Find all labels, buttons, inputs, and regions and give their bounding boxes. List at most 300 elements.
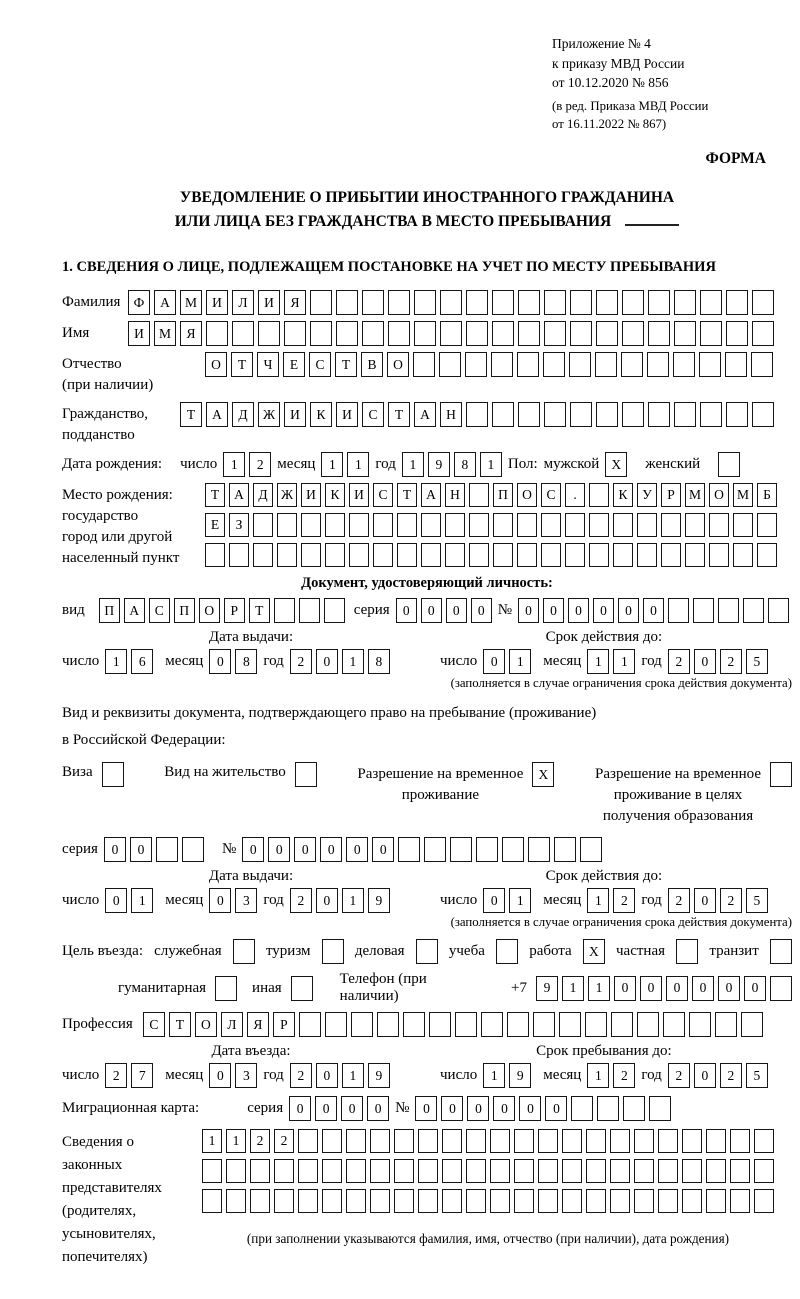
char-cell[interactable] [725, 352, 747, 377]
char-cell[interactable] [726, 290, 748, 315]
char-cell[interactable] [622, 321, 644, 346]
char-cell[interactable] [589, 513, 609, 537]
char-cell[interactable] [565, 513, 585, 537]
char-cell[interactable]: Д [232, 402, 254, 427]
char-cell[interactable] [596, 321, 618, 346]
char-cell[interactable] [586, 1189, 606, 1213]
char-cell[interactable] [685, 543, 705, 567]
entry-day-boxes[interactable] [105, 1063, 153, 1088]
char-cell[interactable]: 0 [545, 1096, 567, 1121]
char-cell[interactable] [445, 513, 465, 537]
char-cell[interactable] [541, 543, 561, 567]
char-cell[interactable]: 0 [543, 598, 564, 623]
char-cell[interactable] [554, 837, 576, 862]
char-cell[interactable]: О [387, 352, 409, 377]
char-cell[interactable]: П [174, 598, 195, 623]
char-cell[interactable]: М [154, 321, 176, 346]
char-cell[interactable]: 0 [718, 976, 740, 1001]
char-cell[interactable] [442, 1189, 462, 1213]
char-cell[interactable]: С [541, 483, 561, 507]
birth-place-boxes-row3[interactable] [205, 543, 777, 567]
char-cell[interactable] [648, 402, 670, 427]
char-cell[interactable]: Е [205, 513, 225, 537]
char-cell[interactable] [301, 513, 321, 537]
char-cell[interactable]: 1 [342, 1063, 364, 1088]
char-cell[interactable] [466, 1189, 486, 1213]
char-cell[interactable] [580, 837, 602, 862]
char-cell[interactable] [693, 598, 714, 623]
entry-year-boxes[interactable] [290, 1063, 390, 1088]
char-cell[interactable]: 1 [402, 452, 424, 477]
char-cell[interactable] [232, 321, 254, 346]
char-cell[interactable]: А [414, 402, 436, 427]
char-cell[interactable] [253, 513, 273, 537]
char-cell[interactable] [565, 543, 585, 567]
char-cell[interactable] [648, 321, 670, 346]
char-cell[interactable] [253, 543, 273, 567]
char-cell[interactable]: 2 [249, 452, 271, 477]
char-cell[interactable] [310, 290, 332, 315]
char-cell[interactable] [596, 290, 618, 315]
char-cell[interactable] [649, 1096, 671, 1121]
char-cell[interactable]: О [709, 483, 729, 507]
char-cell[interactable] [469, 483, 489, 507]
char-cell[interactable] [403, 1012, 425, 1037]
sex-female-checkbox[interactable] [718, 452, 740, 477]
char-cell[interactable]: 0 [316, 649, 338, 674]
char-cell[interactable] [493, 513, 513, 537]
char-cell[interactable] [674, 321, 696, 346]
char-cell[interactable]: 0 [518, 598, 539, 623]
char-cell[interactable] [589, 543, 609, 567]
char-cell[interactable]: 1 [483, 1063, 505, 1088]
char-cell[interactable] [440, 321, 462, 346]
char-cell[interactable]: 9 [536, 976, 558, 1001]
doc-expiry-day-boxes[interactable] [483, 649, 531, 674]
char-cell[interactable] [517, 352, 539, 377]
char-cell[interactable]: 0 [640, 976, 662, 1001]
purpose-work-checkbox[interactable] [583, 939, 605, 964]
char-cell[interactable]: 1 [509, 888, 531, 913]
char-cell[interactable]: 2 [613, 888, 635, 913]
char-cell[interactable] [277, 513, 297, 537]
residence-checkbox[interactable] [295, 762, 317, 787]
char-cell[interactable]: 1 [588, 976, 610, 1001]
char-cell[interactable]: 0 [744, 976, 766, 1001]
char-cell[interactable]: Н [445, 483, 465, 507]
birth-place-boxes-row2[interactable] [205, 513, 777, 537]
char-cell[interactable] [621, 352, 643, 377]
char-cell[interactable] [299, 598, 320, 623]
char-cell[interactable] [450, 837, 472, 862]
char-cell[interactable]: 1 [202, 1129, 222, 1153]
char-cell[interactable]: 1 [131, 888, 153, 913]
char-cell[interactable]: О [195, 1012, 217, 1037]
char-cell[interactable] [414, 321, 436, 346]
char-cell[interactable] [325, 1012, 347, 1037]
char-cell[interactable]: О [205, 352, 227, 377]
char-cell[interactable]: 0 [289, 1096, 311, 1121]
char-cell[interactable]: 0 [568, 598, 589, 623]
char-cell[interactable]: 2 [668, 1063, 690, 1088]
char-cell[interactable] [514, 1129, 534, 1153]
char-cell[interactable]: 1 [562, 976, 584, 1001]
char-cell[interactable]: 1 [342, 888, 364, 913]
char-cell[interactable]: Т [231, 352, 253, 377]
char-cell[interactable]: Я [247, 1012, 269, 1037]
char-cell[interactable] [429, 1012, 451, 1037]
char-cell[interactable] [388, 290, 410, 315]
char-cell[interactable] [336, 321, 358, 346]
char-cell[interactable] [397, 543, 417, 567]
migration-series-boxes[interactable] [289, 1096, 389, 1121]
char-cell[interactable]: Я [180, 321, 202, 346]
char-cell[interactable] [274, 598, 295, 623]
char-cell[interactable] [611, 1012, 633, 1037]
char-cell[interactable] [752, 321, 774, 346]
char-cell[interactable]: Ч [257, 352, 279, 377]
char-cell[interactable] [346, 1129, 366, 1153]
char-cell[interactable] [284, 321, 306, 346]
char-cell[interactable]: 0 [268, 837, 290, 862]
char-cell[interactable]: X [583, 939, 605, 964]
char-cell[interactable] [418, 1129, 438, 1153]
char-cell[interactable]: 1 [347, 452, 369, 477]
char-cell[interactable] [291, 976, 313, 1001]
char-cell[interactable] [416, 939, 438, 964]
char-cell[interactable] [465, 352, 487, 377]
char-cell[interactable]: Н [440, 402, 462, 427]
char-cell[interactable] [258, 321, 280, 346]
char-cell[interactable]: 2 [274, 1129, 294, 1153]
permit-issue-year-boxes[interactable] [290, 888, 390, 913]
char-cell[interactable]: М [733, 483, 753, 507]
char-cell[interactable] [706, 1189, 726, 1213]
char-cell[interactable]: И [258, 290, 280, 315]
patronymic-boxes[interactable] [205, 352, 773, 377]
char-cell[interactable]: 0 [320, 837, 342, 862]
char-cell[interactable] [709, 513, 729, 537]
char-cell[interactable]: Ж [258, 402, 280, 427]
birth-place-boxes-row1[interactable] [205, 483, 777, 507]
permit-series-boxes[interactable] [104, 837, 204, 862]
char-cell[interactable]: Р [661, 483, 681, 507]
char-cell[interactable]: Т [180, 402, 202, 427]
char-cell[interactable] [455, 1012, 477, 1037]
char-cell[interactable] [205, 543, 225, 567]
char-cell[interactable] [476, 837, 498, 862]
char-cell[interactable] [346, 1189, 366, 1213]
char-cell[interactable]: Т [388, 402, 410, 427]
char-cell[interactable]: С [309, 352, 331, 377]
char-cell[interactable] [634, 1129, 654, 1153]
char-cell[interactable] [102, 762, 124, 787]
char-cell[interactable]: 9 [368, 888, 390, 913]
char-cell[interactable] [770, 976, 792, 1001]
char-cell[interactable] [421, 513, 441, 537]
doc-expiry-year-boxes[interactable] [668, 649, 768, 674]
char-cell[interactable]: 5 [746, 1063, 768, 1088]
char-cell[interactable] [569, 352, 591, 377]
char-cell[interactable]: 1 [105, 649, 127, 674]
char-cell[interactable]: 2 [613, 1063, 635, 1088]
char-cell[interactable]: 9 [509, 1063, 531, 1088]
char-cell[interactable] [466, 1129, 486, 1153]
char-cell[interactable]: 0 [209, 888, 231, 913]
char-cell[interactable]: С [362, 402, 384, 427]
char-cell[interactable] [718, 598, 739, 623]
char-cell[interactable]: И [301, 483, 321, 507]
char-cell[interactable]: О [199, 598, 220, 623]
char-cell[interactable] [156, 837, 178, 862]
char-cell[interactable]: 0 [367, 1096, 389, 1121]
char-cell[interactable] [559, 1012, 581, 1037]
char-cell[interactable] [349, 543, 369, 567]
char-cell[interactable]: З [229, 513, 249, 537]
char-cell[interactable]: 0 [666, 976, 688, 1001]
char-cell[interactable] [466, 402, 488, 427]
purpose-official-checkbox[interactable] [233, 939, 255, 964]
char-cell[interactable]: 0 [415, 1096, 437, 1121]
char-cell[interactable] [570, 402, 592, 427]
char-cell[interactable] [562, 1129, 582, 1153]
purpose-private-checkbox[interactable] [676, 939, 698, 964]
rvp-checkbox[interactable] [532, 762, 554, 787]
purpose-transit-checkbox[interactable] [770, 939, 792, 964]
char-cell[interactable] [492, 321, 514, 346]
char-cell[interactable] [514, 1189, 534, 1213]
char-cell[interactable] [637, 513, 657, 537]
char-cell[interactable]: 1 [587, 888, 609, 913]
char-cell[interactable]: С [149, 598, 170, 623]
char-cell[interactable]: 0 [519, 1096, 541, 1121]
char-cell[interactable] [533, 1012, 555, 1037]
char-cell[interactable]: М [180, 290, 202, 315]
doc-issue-day-boxes[interactable] [105, 649, 153, 674]
representatives-boxes-row1[interactable] [202, 1129, 774, 1153]
char-cell[interactable] [733, 513, 753, 537]
char-cell[interactable]: 0 [471, 598, 492, 623]
char-cell[interactable]: 2 [250, 1129, 270, 1153]
char-cell[interactable] [250, 1189, 270, 1213]
purpose-tourism-checkbox[interactable] [322, 939, 344, 964]
char-cell[interactable]: 0 [483, 649, 505, 674]
doc-expiry-month-boxes[interactable] [587, 649, 635, 674]
char-cell[interactable] [658, 1189, 678, 1213]
char-cell[interactable] [466, 290, 488, 315]
char-cell[interactable]: В [361, 352, 383, 377]
rvp-edu-checkbox[interactable] [770, 762, 792, 787]
purpose-humanitarian-checkbox[interactable] [215, 976, 237, 1001]
char-cell[interactable] [743, 598, 764, 623]
char-cell[interactable]: А [154, 290, 176, 315]
char-cell[interactable] [496, 939, 518, 964]
char-cell[interactable] [502, 837, 524, 862]
char-cell[interactable]: 1 [613, 649, 635, 674]
char-cell[interactable] [397, 513, 417, 537]
char-cell[interactable]: 7 [131, 1063, 153, 1088]
char-cell[interactable]: М [685, 483, 705, 507]
char-cell[interactable] [674, 290, 696, 315]
char-cell[interactable]: 0 [618, 598, 639, 623]
char-cell[interactable]: 1 [587, 1063, 609, 1088]
char-cell[interactable] [752, 402, 774, 427]
char-cell[interactable] [518, 321, 540, 346]
char-cell[interactable]: 0 [396, 598, 417, 623]
char-cell[interactable] [424, 837, 446, 862]
char-cell[interactable]: 0 [483, 888, 505, 913]
char-cell[interactable]: К [613, 483, 633, 507]
char-cell[interactable] [682, 1189, 702, 1213]
char-cell[interactable]: Л [232, 290, 254, 315]
char-cell[interactable] [373, 513, 393, 537]
char-cell[interactable] [491, 352, 513, 377]
char-cell[interactable] [726, 402, 748, 427]
doc-issue-year-boxes[interactable] [290, 649, 390, 674]
char-cell[interactable] [685, 513, 705, 537]
char-cell[interactable] [445, 543, 465, 567]
char-cell[interactable] [325, 543, 345, 567]
char-cell[interactable]: 0 [294, 837, 316, 862]
char-cell[interactable]: 0 [694, 649, 716, 674]
char-cell[interactable]: 0 [694, 1063, 716, 1088]
char-cell[interactable]: 3 [235, 1063, 257, 1088]
char-cell[interactable]: 0 [209, 1063, 231, 1088]
char-cell[interactable]: 0 [692, 976, 714, 1001]
birth-year-boxes[interactable] [402, 452, 502, 477]
char-cell[interactable]: 1 [480, 452, 502, 477]
char-cell[interactable]: Т [169, 1012, 191, 1037]
char-cell[interactable] [570, 290, 592, 315]
char-cell[interactable] [377, 1012, 399, 1037]
char-cell[interactable] [492, 290, 514, 315]
char-cell[interactable] [439, 352, 461, 377]
char-cell[interactable] [730, 1189, 750, 1213]
char-cell[interactable] [663, 1012, 685, 1037]
char-cell[interactable] [349, 513, 369, 537]
profession-boxes[interactable] [143, 1012, 763, 1037]
char-cell[interactable] [322, 1129, 342, 1153]
char-cell[interactable]: 0 [593, 598, 614, 623]
char-cell[interactable] [595, 352, 617, 377]
surname-boxes[interactable] [128, 290, 774, 315]
char-cell[interactable] [544, 290, 566, 315]
char-cell[interactable]: Р [273, 1012, 295, 1037]
char-cell[interactable] [726, 321, 748, 346]
char-cell[interactable]: 0 [643, 598, 664, 623]
char-cell[interactable] [700, 290, 722, 315]
char-cell[interactable]: Л [221, 1012, 243, 1037]
char-cell[interactable] [637, 543, 657, 567]
char-cell[interactable]: 2 [720, 1063, 742, 1088]
char-cell[interactable]: Р [224, 598, 245, 623]
char-cell[interactable]: Ф [128, 290, 150, 315]
char-cell[interactable] [689, 1012, 711, 1037]
migration-number-boxes[interactable] [415, 1096, 671, 1121]
char-cell[interactable] [518, 402, 540, 427]
char-cell[interactable]: 9 [368, 1063, 390, 1088]
char-cell[interactable] [298, 1129, 318, 1153]
char-cell[interactable] [770, 939, 792, 964]
char-cell[interactable] [206, 321, 228, 346]
char-cell[interactable]: 0 [341, 1096, 363, 1121]
char-cell[interactable]: 2 [290, 1063, 312, 1088]
permit-issue-month-boxes[interactable] [209, 888, 257, 913]
citizenship-boxes[interactable] [180, 402, 774, 427]
char-cell[interactable]: 8 [368, 649, 390, 674]
char-cell[interactable]: С [143, 1012, 165, 1037]
char-cell[interactable] [613, 543, 633, 567]
char-cell[interactable] [322, 939, 344, 964]
char-cell[interactable]: 0 [493, 1096, 515, 1121]
sex-male-checkbox[interactable] [605, 452, 627, 477]
char-cell[interactable]: 1 [226, 1129, 246, 1153]
char-cell[interactable] [543, 352, 565, 377]
char-cell[interactable] [754, 1129, 774, 1153]
char-cell[interactable]: Т [205, 483, 225, 507]
char-cell[interactable] [373, 543, 393, 567]
char-cell[interactable]: 8 [235, 649, 257, 674]
char-cell[interactable] [481, 1012, 503, 1037]
char-cell[interactable] [301, 543, 321, 567]
permit-number-boxes[interactable] [242, 837, 602, 862]
char-cell[interactable] [613, 513, 633, 537]
char-cell[interactable]: С [373, 483, 393, 507]
char-cell[interactable] [709, 543, 729, 567]
char-cell[interactable] [585, 1012, 607, 1037]
char-cell[interactable] [215, 976, 237, 1001]
char-cell[interactable] [442, 1129, 462, 1153]
char-cell[interactable] [586, 1129, 606, 1153]
char-cell[interactable] [388, 321, 410, 346]
representatives-boxes-row3[interactable] [202, 1189, 774, 1213]
char-cell[interactable] [699, 352, 721, 377]
char-cell[interactable] [757, 543, 777, 567]
char-cell[interactable] [469, 543, 489, 567]
char-cell[interactable] [538, 1189, 558, 1213]
char-cell[interactable] [648, 290, 670, 315]
char-cell[interactable] [528, 837, 550, 862]
char-cell[interactable] [571, 1096, 593, 1121]
char-cell[interactable] [730, 1129, 750, 1153]
char-cell[interactable] [700, 402, 722, 427]
char-cell[interactable] [562, 1189, 582, 1213]
char-cell[interactable]: 0 [316, 1063, 338, 1088]
char-cell[interactable] [325, 513, 345, 537]
char-cell[interactable] [233, 939, 255, 964]
char-cell[interactable] [596, 402, 618, 427]
char-cell[interactable] [466, 321, 488, 346]
char-cell[interactable] [668, 598, 689, 623]
char-cell[interactable] [622, 402, 644, 427]
char-cell[interactable] [418, 1189, 438, 1213]
char-cell[interactable] [754, 1189, 774, 1213]
char-cell[interactable] [673, 352, 695, 377]
entry-month-boxes[interactable] [209, 1063, 257, 1088]
char-cell[interactable]: 6 [131, 649, 153, 674]
char-cell[interactable]: 0 [694, 888, 716, 913]
char-cell[interactable] [518, 290, 540, 315]
stay-day-boxes[interactable] [483, 1063, 531, 1088]
char-cell[interactable] [544, 402, 566, 427]
char-cell[interactable] [469, 513, 489, 537]
char-cell[interactable] [421, 543, 441, 567]
char-cell[interactable]: 1 [509, 649, 531, 674]
char-cell[interactable]: И [284, 402, 306, 427]
char-cell[interactable] [570, 321, 592, 346]
char-cell[interactable] [507, 1012, 529, 1037]
char-cell[interactable]: Т [397, 483, 417, 507]
